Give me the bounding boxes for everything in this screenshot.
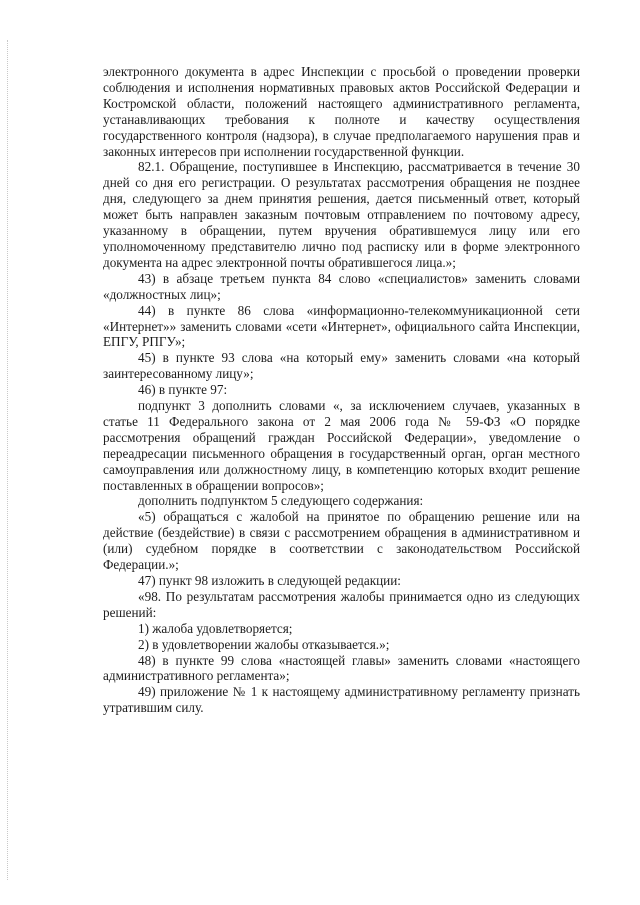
paragraph-amendment-48: 48) в пункте 99 слова «настоящей главы» заменить словами «настоящего административного регламента»; [103, 652, 580, 684]
paragraph-decision-1: 1) жалоба удовлетворяется; [138, 620, 293, 636]
paragraph-subpoint-5-text: «5) обращаться с жалобой на принятое по обращению решение или на действие (бездействие) в связи с рассмотрением обращения в административном и (или) судебном порядке в соответствии с законодательством Российской Федерации.»; [103, 509, 580, 573]
paragraph-continuation: электронного документа в адрес Инспекции с просьбой о проведении проверки соблюдения и исполнения нормативных правовых актов Российской Федерации и Костромской области, положений настоящего административного регламента, устанавливающих требования к полноте и качеству осуществления государственного контроля (надзора), в случае предполагаемого нарушения прав и законных интересов при исполнении государственной функции. [103, 64, 580, 159]
paragraph-decision-2: 2) в удовлетворении жалобы отказывается.»; [138, 636, 390, 652]
paragraph-amendment-46: 46) в пункте 97: [138, 382, 228, 398]
paragraph-amendment-45: 45) в пункте 93 слова «на который ему» заменить словами «на который заинтересованному лицу»; [103, 350, 580, 382]
paragraph-amendment-49: 49) приложение № 1 к настоящему административному регламенту признать утратившим силу. [103, 684, 580, 716]
document-body [103, 64, 580, 716]
paragraph-98: «98. По результатам рассмотрения жалобы принимается одно из следующих решений: [103, 588, 580, 620]
paragraph-amendment-43: 43) в абзаце третьем пункта 84 слово «специалистов» заменить словами «должностных лиц»; [103, 270, 580, 302]
paragraph-add-subpoint-5: дополнить подпунктом 5 следующего содержания: [138, 493, 424, 509]
paragraph-amendment-44: 44) в пункте 86 слова «информационно-телекоммуникационной сети «Интернет»» заменить словами «сети «Интернет», официального сайта Инспекции, ЕПГУ, РПГУ»; [103, 302, 580, 350]
binding-edge-mark [7, 40, 8, 880]
paragraph-subpoint-3: подпункт 3 дополнить словами «, за исключением случаев, указанных в статье 11 Федерального закона от 2 мая 2006 года № 59-ФЗ «О порядке рассмотрения обращений граждан Российской Федерации», уведомление о переадресации письменного обращения в государственный орган, орган местного самоуправления или должностному лицу, в компетенцию которых входит решение поставленных в обращении вопросов»; [103, 398, 580, 493]
paragraph-82-1: 82.1. Обращение, поступившее в Инспекцию, рассматривается в течение 30 дней со дня его регистрации. О результатах рассмотрения обращения не позднее дня, следующего за днем принятия решения, дается письменный ответ, который может быть направлен заказным почтовым отправлением по почтовому адресу, указанному в обращении, путем вручения обратившемуся лицу или его уполномоченному представителю лично под расписку или в форме электронного документа на адрес электронной почты обратившегося лица.»; [103, 159, 580, 270]
paragraph-amendment-47: 47) пункт 98 изложить в следующей редакции: [138, 573, 401, 588]
